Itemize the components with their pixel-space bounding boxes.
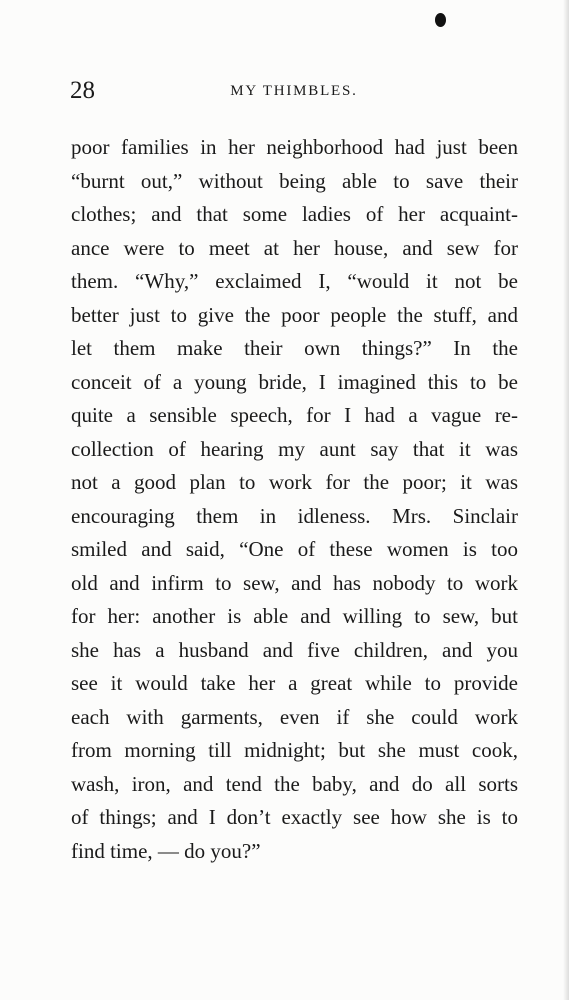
ink-spot: [435, 13, 446, 27]
text-line: see it would take her a great while to provide: [71, 671, 518, 695]
text-line: “burnt out,” without being able to save their: [71, 168, 518, 193]
text-line: conceit of a young bride, I imagined this to be: [71, 369, 518, 394]
page-edge-shadow: [563, 0, 569, 1000]
text-line: each with garments, even if she could work: [71, 704, 518, 729]
text-line: them. “Why,” exclaimed I, “would it not be: [71, 269, 518, 293]
text-line: collection of hearing my aunt say that it was: [71, 436, 518, 461]
text-line: not a good plan to work for the poor; it was: [71, 470, 518, 494]
text-line: wash, iron, and tend the baby, and do all sorts: [71, 771, 518, 796]
text-line: clothes; and that some ladies of her acquaint-: [71, 202, 518, 226]
text-line: better just to give the poor people the stuff, and: [71, 302, 518, 327]
text-line: from morning till midnight; but she must cook,: [71, 738, 518, 762]
text-line: ance were to meet at her house, and sew for: [71, 235, 518, 260]
page-number: 28: [70, 77, 95, 104]
text-line: encouraging them in idleness. Mrs. Sinclair: [71, 503, 518, 528]
page-header: [70, 76, 518, 106]
running-head: MY THIMBLES.: [230, 83, 358, 99]
text-line: poor families in her neighborhood had just been: [71, 135, 518, 159]
text-line: for her: another is able and willing to sew, but: [71, 604, 518, 628]
text-line: of things; and I don’t exactly see how she is to: [71, 805, 518, 829]
text-line: old and infirm to sew, and has nobody to work: [71, 570, 518, 595]
text-line-last: find time, — do you?”: [71, 838, 261, 863]
text-line: smiled and said, “One of these women is too: [71, 537, 518, 561]
text-line: quite a sensible speech, for I had a vague re-: [71, 403, 518, 427]
text-line: she has a husband and five children, and you: [71, 637, 518, 662]
text-line: let them make their own things?” In the: [71, 336, 518, 360]
body-text: [71, 131, 518, 868]
